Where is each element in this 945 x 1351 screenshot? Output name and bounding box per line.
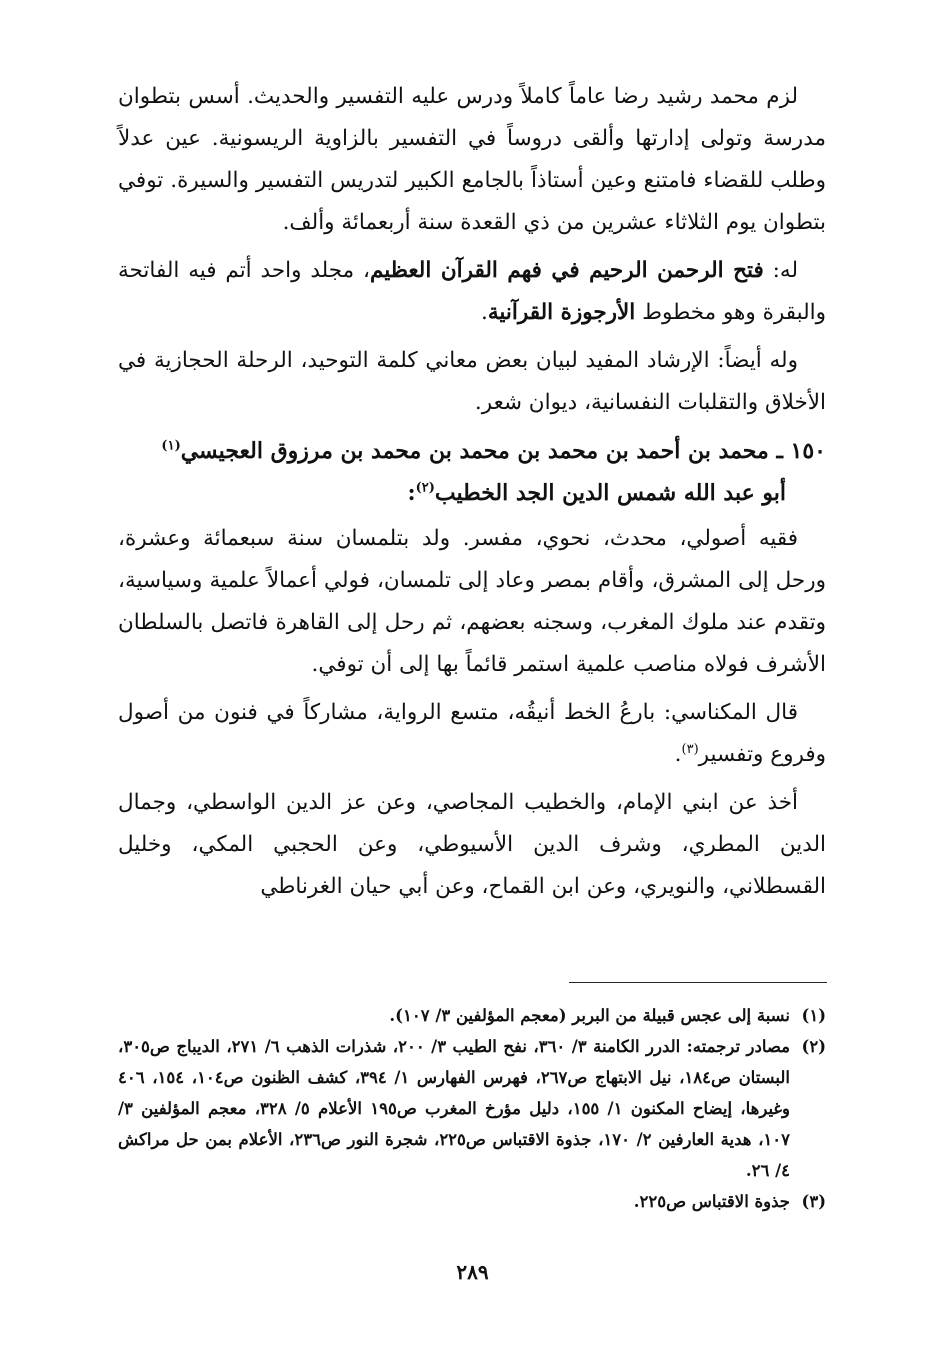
works-middle: ، مجلد واحد أتم فيه الفاتحة والبقرة وهو مخطوط (118, 258, 826, 325)
paragraph-other-works: وله أيضاً: الإرشاد المفيد لبيان بعض معاني كلمة التوحيد، الرحلة الحجازية في الأخلاق والتقلبات النفسانية، ديوان شعر. (118, 348, 826, 415)
footnote-ref-2: (٢) (415, 480, 435, 496)
work-title-urjuza: الأرجوزة القرآنية (487, 300, 636, 325)
footnote-ref-1: (١) (161, 438, 181, 454)
entry-subheading (118, 472, 826, 514)
entry-subheading-kunya: أبو عبد الله شمس الدين الجد الخطيب (434, 480, 786, 506)
quote-text: قال المكناسي: بارعُ الخط أنيقُه، متسع الرواية، مشاركاً في فنون من أصول وفروع وتفسير (118, 700, 826, 767)
paragraph-biography-end: لزم محمد رشيد رضا عاماً كاملاً ودرس عليه التفسير والحديث. أسس بتطوان مدرسة وتولى إدارتها وألقى دروساً في التفسير بالزاوية الريسونية. عين عدلاً وطلب للقضاء فامتنع وعين أستاذاً بالجامع الكبير لتدريس التفسير والسيرة. توفي بتطوان يوم الثلاثاء عشرين من ذي القعدة سنة أربعمائة وألف. (118, 84, 826, 235)
footnote-item (118, 1031, 826, 1186)
paragraph-teachers: أخذ عن ابني الإمام، والخطيب المجاصي، وعن عز الدين الواسطي، وجمال الدين المطري، وشرف الدين الأسيوطي، وعن الحجبي المكي، وخليل القسطلاني، والنويري، وعن ابن القماح، وعن أبي حيان الغرناطي (118, 790, 826, 899)
paragraph-quote (118, 692, 826, 776)
footnotes (118, 1000, 826, 1217)
entry-heading-name: ١٥٠ ـ محمد بن أحمد بن محمد بن محمد بن محمد بن مرزوق العجيسي (180, 438, 826, 464)
work-title-fath-al-rahman: فتح الرحمن الرحيم في فهم القرآن العظيم (369, 258, 764, 283)
main-text (118, 76, 826, 922)
footnote-number: (٢) (801, 1037, 826, 1056)
paragraph-works (118, 250, 826, 334)
entry-subheading-colon: : (407, 480, 416, 506)
footnote-text: نسبة إلى عجس قبيلة من البربر (معجم المؤلفين ٣/ ١٠٧). (389, 1006, 790, 1025)
footnote-ref-3: (٣) (681, 741, 699, 757)
works-prefix: له: (763, 258, 798, 283)
footnote-divider (569, 982, 827, 983)
entry-heading (118, 430, 826, 514)
page-number: ٢٨٩ (456, 1260, 489, 1284)
footnote-number: (١) (801, 1006, 826, 1025)
footnote-item (118, 1000, 826, 1031)
footnote-text: جذوة الاقتباس ص٢٢٥. (633, 1192, 790, 1211)
footnote-item (118, 1186, 826, 1217)
works-end: . (481, 300, 488, 325)
quote-end: . (674, 742, 682, 767)
paragraph-profile: فقيه أصولي، محدث، نحوي، مفسر. ولد بتلمسان سنة سبعمائة وعشرة، ورحل إلى المشرق، وأقام بمصر وعاد إلى تلمسان، فولي أعمالاً علمية وسياسية، وتقدم عند ملوك المغرب، وسجنه بعضهم، ثم رحل إلى القاهرة فاتصل بالسلطان الأشرف فولاه مناصب علمية استمر قائماً بها إلى أن توفي. (118, 526, 826, 677)
footnote-text: مصادر ترجمته: الدرر الكامنة ٣/ ٣٦٠، نفح الطيب ٣/ ٢٠٠، شذرات الذهب ٦/ ٢٧١، الديباج ص٣٠٥، البستان ص١٨٤، نيل الابتهاج ص٢٦٧، فهرس الفهارس ١/ ٣٩٤، كشف الظنون ص١٠٤، ١٥٤، ٤٠٦ وغيرها، إيضاح المكنون ١/ ١٥٥، دليل مؤرخ المغرب ص١٩٥ الأعلام ٥/ ٣٢٨، معجم المؤلفين ٣/ ١٠٧، هدية العارفين ٢/ ١٧٠، جذوة الاقتباس ص٢٢٥، شجرة النور ص٢٣٦، الأعلام بمن حل مراكش ٤/ ٢٦. (118, 1037, 791, 1180)
footnote-number: (٣) (801, 1192, 826, 1211)
